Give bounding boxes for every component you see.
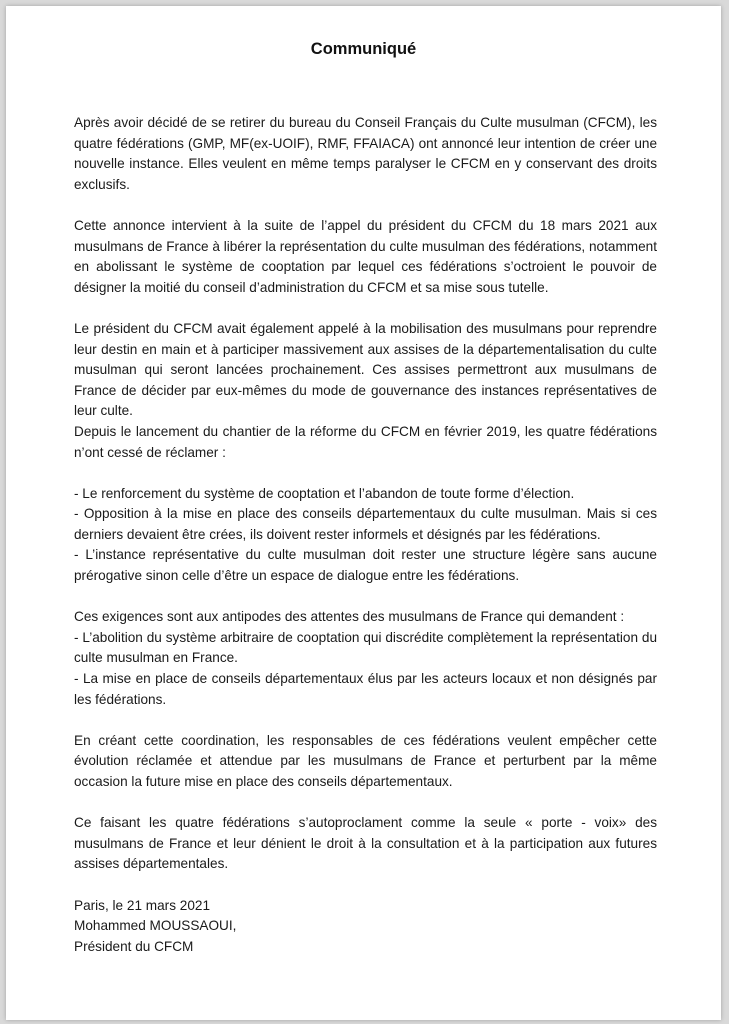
document-body (74, 113, 657, 957)
paragraph-intro: Après avoir décidé de se retirer du bureau du Conseil Français du Culte musulman (CFCM), les quatre fédérations (GMP, MF(ex-UOIF), RMF, FFAIACA) ont annoncé leur intention de créer une nouvelle instance. Elles veulent en même temps paralyser le CFCM en y conservant des droits exclusifs. (74, 115, 657, 192)
signature-place-date: Paris, le 21 mars 2021 (74, 897, 211, 913)
list-item: - La mise en place de conseils départementaux élus par les acteurs locaux et non désignés par les fédérations. (74, 671, 657, 707)
paragraph-reform: Depuis le lancement du chantier de la réforme du CFCM en février 2019, les quatre fédérations n’ont cessé de réclamer : (74, 423, 657, 460)
document-page (6, 6, 721, 1020)
paragraph-coordination: En créant cette coordination, les responsables de ces fédérations veulent empêcher cette évolution réclamée et attendue par les musulmans de France et perturbent par la même occasion la future mise en place des conseils départementaux. (74, 732, 657, 789)
signature-role: Président du CFCM (74, 938, 194, 954)
paragraph-mobilisation: Le président du CFCM avait également appelé à la mobilisation des musulmans pour reprendre leur destin en main et à participer massivement aux assises de la départementalisation du culte musulman qui seront lancées prochainement. Ces assises permettront aux musulmans de France de décider par eux-mêmes du mode de gouvernance des instances représentatives de leur culte. (74, 320, 657, 419)
list-item: - L’instance représentative du culte musulman doit rester une structure légère sans aucune prérogative sinon celle d’être un espace de dialogue entre les fédérations. (74, 547, 657, 584)
signature-block (74, 896, 657, 958)
page-title: Communiqué (310, 40, 417, 58)
paragraph-announcement: Cette annonce intervient à la suite de l’appel du président du CFCM du 18 mars 2021 aux musulmans de France à libérer la représentation du culte musulman des fédérations, notamment en abolissant le système de cooptation par lequel ces fédérations s’octroient le pouvoir de désigner la moitié du conseil d’administration du CFCM et sa mise sous tutelle. (74, 217, 657, 295)
list-item: - L’abolition du système arbitraire de cooptation qui discrédite complètement la représentation du culte musulman en France. (74, 629, 657, 666)
list-item: - Le renforcement du système de cooptation et l’abandon de toute forme d’élection. (74, 485, 575, 501)
paragraph-conclusion: Ce faisant les quatre fédérations s’autoproclament comme la seule « porte - voix» des musulmans de France et leur dénient le droit à la consultation et à la participation aux futures assises départementales. (74, 815, 657, 872)
signature-name: Mohammed MOUSSAOUI, (74, 918, 237, 934)
list-item: - Opposition à la mise en place des conseils départementaux du culte musulman. Mais si ces derniers devaient être crées, ils doivent rester informels et désignés par les fédérations. (74, 506, 657, 542)
paragraph-demands: Ces exigences sont aux antipodes des attentes des musulmans de France qui demandent : (74, 609, 625, 625)
